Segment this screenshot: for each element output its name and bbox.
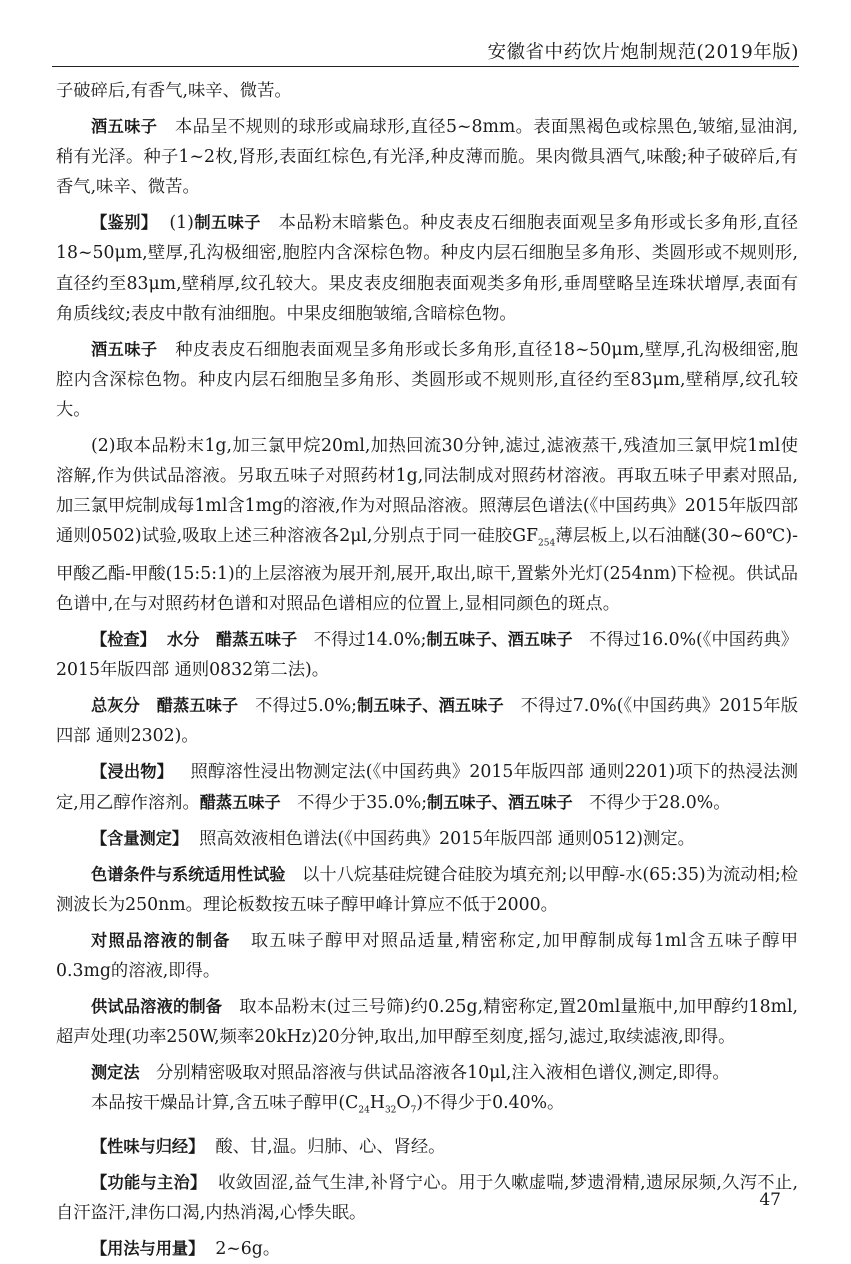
- function-section: 【功能与主治】 收敛固涩,益气生津,补肾宁心。用于久嗽虚喘,梦遗滑精,遗尿尿频,久泻不止,自汗盗汗,津伤口渴,内热消渴,心悸失眠。: [56, 1173, 798, 1224]
- jiu-description: 酒五味子 本品呈不规则的球形或扁球形,直径5~8mm。表面黑褐色或棕黑色,皱缩,显油润,稍有光泽。种子1~2枚,肾形,表面红棕色,有光泽,种皮薄而脆。果肉微具酒气,味酸;种子破碎后,有香气,味辛、微苦。: [56, 117, 799, 198]
- page-content: [56, 76, 798, 1264]
- page-header: [52, 0, 799, 67]
- item-label: 制五味子: [193, 213, 261, 233]
- identification-section: 【鉴别】 (1)制五味子 本品粉末暗紫色。种皮表皮石细胞表面观呈多角形或长多角形,直径18~50μm,壁厚,孔沟极细密,胞腔内含深棕色物。种皮内层石细胞呈多角形、类圆形或不规则形,直径约至83μm,壁稍厚,纹孔较大。果皮表皮细胞表面观类多角形,垂周壁略呈连珠状增厚,表面有角质线纹;表皮中散有油细胞。中果皮细胞皱缩,含暗棕色物。: [56, 213, 799, 324]
- extract-section: 【浸出物】 照醇溶性浸出物测定法(《中国药典》2015年版四部 通则2201)项下的热浸法测定,用乙醇作溶剂。醋蒸五味子 不得少于35.0%;制五味子、酒五味子 不得少于28.0%。: [56, 762, 799, 813]
- item-label: 对照品溶液的制备: [91, 930, 231, 950]
- item-label: 供试品溶液的制备: [91, 997, 223, 1017]
- section-label: 【检查】: [91, 630, 156, 650]
- paragraph-continuation: 子破碎后,有香气,味辛、微苦。: [56, 81, 292, 101]
- identification-tlc: (2)取本品粉末1g,加三氯甲烷20ml,加热回流30分钟,滤过,滤液蒸干,残渣加三氯甲烷1ml使溶解,作为供试品溶液。另取五味子对照药材1g,同法制成对照药材溶液。再取五味子甲素对照品,加三氯甲烷制成每1ml含1mg的溶液,作为对照品溶液。照薄层色谱法(《中国药典》2015年版四部 通则0502)试验,吸取上述三种溶液各2μl,分别点于同一硅胶$GF_{254}$薄层板上,以石油醚(30~60℃)-甲酸乙酯-甲酸(15:5:1)的上层溶液为展开剂,展开,取出,晾干,置紫外光灯(254nm)下检视。供试品色谱中,在与对照药材色谱和对照品色谱相应的位置上,显相同颜色的斑点。: [56, 436, 799, 614]
- identification-jiu: 酒五味子 种皮表皮石细胞表面观呈多角形或长多角形,直径18~50μm,壁厚,孔沟极细密,胞腔内含深棕色物。种皮内层石细胞呈多角形、类圆形或不规则形,直径约至83μm,壁稍厚,纹孔较大。: [56, 339, 799, 420]
- test-solution: 供试品溶液的制备 取本品粉末(过三号筛)约0.25g,精密称定,置20ml量瓶中,加甲醇约18ml,超声处理(功率250W,频率20kHz)20分钟,取出,加甲醇至刻度,摇匀,滤过,取续滤液,即得。: [56, 997, 799, 1048]
- section-label: 【鉴别】: [91, 213, 158, 233]
- total-ash: 总灰分 醋蒸五味子 不得过5.0%;制五味子、酒五味子 不得过7.0%(《中国药典》2015年版四部 通则2302)。: [56, 696, 799, 747]
- item-label: 色谱条件与系统适用性试验: [91, 864, 286, 884]
- item-label: 酒五味子: [91, 117, 158, 137]
- content-limit: 本品按干燥品计算,含五味子醇甲$(C_{24}H_{32}O_7)$不得少于0.40%。: [91, 1093, 565, 1116]
- section-label: 【用法与用量】: [91, 1239, 205, 1259]
- section-label: 【性味与归经】: [91, 1136, 205, 1156]
- section-label: 【浸出物】: [91, 762, 174, 782]
- section-label: 【含量测定】: [91, 828, 189, 848]
- item-label: 酒五味子: [91, 339, 158, 359]
- property-section: 【性味与归经】 酸、甘,温。归肺、心、肾经。: [91, 1136, 446, 1157]
- page-number: 47: [759, 1190, 781, 1210]
- procedure: 测定法 分别精密吸取对照品溶液与供试品溶液各10μl,注入液相色谱仪,测定,即得。: [91, 1063, 730, 1084]
- item-label: 测定法: [91, 1063, 140, 1083]
- item-label: 总灰分: [91, 696, 140, 716]
- reference-solution: 对照品溶液的制备 取五味子醇甲对照品适量,精密称定,加甲醇制成每1ml含五味子醇甲0.3mg的溶液,即得。: [56, 930, 799, 981]
- header-title: 安徽省中药饮片炮制规范(2019年版): [487, 42, 799, 63]
- section-label: 【功能与主治】: [91, 1173, 207, 1192]
- chromatography-conditions: 色谱条件与系统适用性试验 以十八烷基硅烷键合硅胶为填充剂;以甲醇-水(65:35)为流动相;检测波长为250nm。理论板数按五味子醇甲峰计算应不低于2000。: [56, 864, 799, 915]
- dosage-section: 【用法与用量】 2~6g。: [91, 1239, 281, 1260]
- assay-section: 【含量测定】 照高效液相色谱法(《中国药典》2015年版四部 通则0512)测定。: [91, 828, 695, 849]
- inspection-section: 【检查】 水分 醋蒸五味子 不得过14.0%;制五味子、酒五味子 不得过16.0%(《中国药典》2015年版四部 通则0832第二法)。: [56, 630, 799, 681]
